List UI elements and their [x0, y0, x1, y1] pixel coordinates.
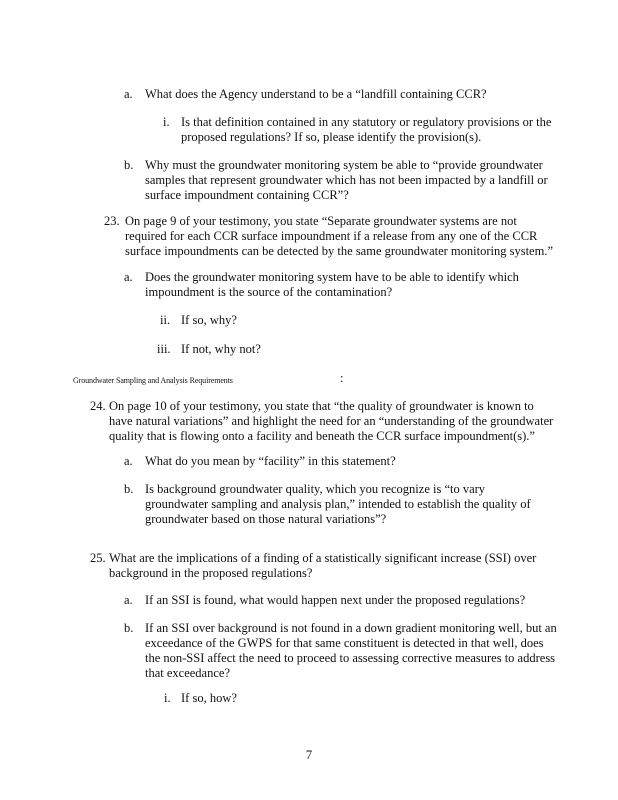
question-22a-i [163, 115, 551, 145]
question-24 [90, 399, 553, 444]
item-label: b. [124, 158, 134, 172]
item-label: 23. [104, 214, 120, 228]
item-line: What does the Agency understand to be a “landfill containing CCR? [145, 87, 487, 101]
question-25a [124, 593, 525, 608]
item-line: proposed regulations? If so, please identify the provision(s). [181, 130, 482, 144]
item-line: surface impoundment containing CCR”? [145, 188, 349, 202]
item-line: If an SSI is found, what would happen next under the proposed regulations? [145, 593, 526, 607]
item-line: If an SSI over background is not found in a down gradient monitoring well, but an [145, 621, 557, 635]
item-line: groundwater based on those natural variations”? [145, 512, 387, 526]
item-line: What are the implications of a finding of a statistically significant increase (SSI) over [109, 551, 537, 565]
question-22a [124, 87, 487, 102]
item-line: that exceedance? [145, 666, 231, 680]
item-label: b. [124, 621, 134, 635]
item-line: On page 10 of your testimony, you state that “the quality of groundwater is known to [109, 399, 534, 413]
item-line: Why must the groundwater monitoring system be able to “provide groundwater [145, 158, 543, 172]
item-label: ii. [160, 313, 171, 327]
item-label: i. [163, 115, 170, 129]
question-25b [124, 621, 557, 681]
item-label: a. [124, 593, 133, 607]
page-number: 7 [305, 748, 313, 762]
item-line: If so, why? [181, 313, 237, 327]
question-24a [124, 454, 396, 469]
item-label: a. [124, 87, 133, 101]
item-label: iii. [157, 342, 171, 356]
item-line: samples that represent groundwater which has not been impacted by a landfill or [145, 173, 548, 187]
item-label: 25. [90, 551, 106, 565]
question-23a [124, 270, 519, 300]
item-label: a. [124, 454, 133, 468]
question-22b [124, 158, 548, 203]
question-25b-i [164, 691, 237, 706]
item-line: exceedance of the GWPS for that same constituent is detected in that well, does [145, 636, 544, 650]
item-line: surface impoundments can be detected by the same groundwater monitoring system.” [125, 244, 553, 258]
item-line: groundwater sampling and analysis plan,” intended to establish the quality of [145, 497, 531, 511]
item-line: background in the proposed regulations? [109, 566, 313, 580]
question-25 [90, 551, 536, 581]
item-line: required for each CCR surface impoundment if a release from any one of the CCR [125, 229, 538, 243]
item-label: 24. [90, 399, 106, 413]
question-23a-ii [160, 313, 237, 328]
item-line: the non-SSI affect the need to proceed to assessing corrective measures to address [145, 651, 556, 665]
item-line: If not, why not? [181, 342, 261, 356]
item-line: What do you mean by “facility” in this statement? [145, 454, 396, 468]
item-line: impoundment is the source of the contamination? [145, 285, 393, 299]
item-label: b. [124, 482, 134, 496]
item-line: Is that definition contained in any statutory or regulatory provisions or the [181, 115, 552, 129]
item-line: quality that is flowing onto a facility and beneath the CCR surface impoundment(s).” [109, 429, 535, 443]
item-line: have natural variations” and highlight the need for an “understanding of the groundwater [109, 414, 554, 428]
item-label: a. [124, 270, 133, 284]
item-line: Does the groundwater monitoring system have to be able to identify which [145, 270, 519, 284]
section-heading: Groundwater Sampling and Analysis Requirements [73, 376, 233, 385]
item-line: If so, how? [181, 691, 237, 705]
question-23 [104, 214, 553, 259]
item-line: Is background groundwater quality, which you recognize is “to vary [145, 482, 486, 496]
section-heading-colon: : [340, 371, 344, 385]
question-24b [124, 482, 531, 527]
item-label: i. [164, 691, 171, 705]
item-line: On page 9 of your testimony, you state “Separate groundwater systems are not [125, 214, 517, 228]
question-23a-iii [157, 342, 261, 357]
